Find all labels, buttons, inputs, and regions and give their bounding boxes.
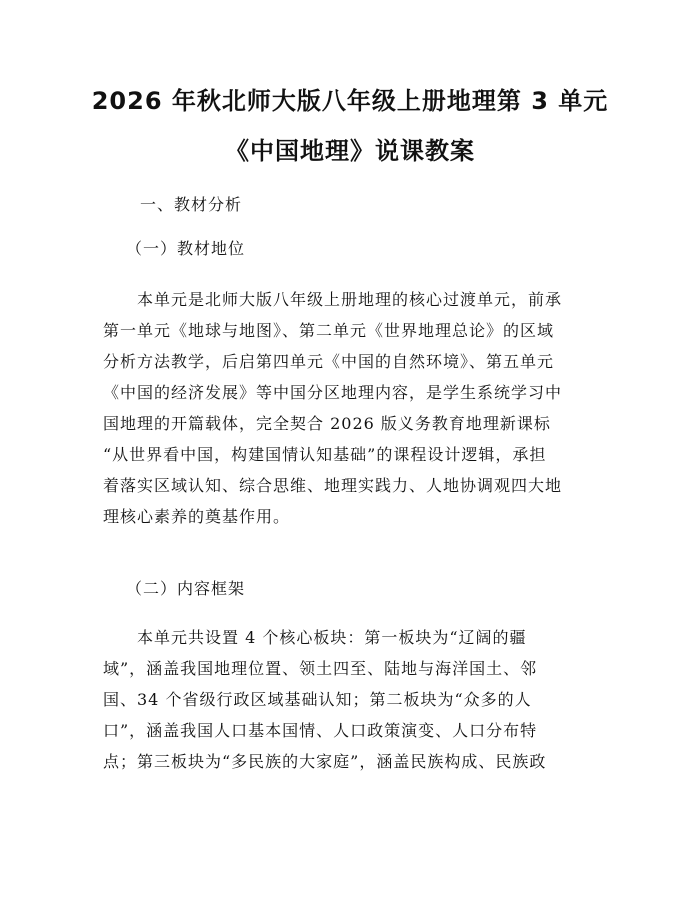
document-title-line-2: 《中国地理》说课教案	[225, 137, 475, 165]
paragraph-line: 点；第三板块为“多民族的大家庭”，涵盖民族构成、民族政	[103, 752, 547, 771]
paragraph-line: 《中国的经济发展》等中国分区地理内容，是学生系统学习中	[103, 383, 563, 402]
paragraph-content-framework	[103, 622, 603, 777]
paragraph-line: 口”，涵盖我国人口基本国情、人口政策演变、人口分布特	[103, 721, 538, 740]
subsection-heading-content-framework: （二）内容框架	[126, 579, 246, 598]
subsection-heading-textbook-position: （一）教材地位	[126, 239, 246, 258]
document-title-line-1: 2026 年秋北师大版八年级上册地理第 3 单元	[91, 87, 609, 115]
paragraph-line: 本单元共设置 4 个核心板块：第一板块为“辽阔的疆	[137, 628, 527, 647]
paragraph-line: 分析方法教学，后启第四单元《中国的自然环境》、第五单元	[103, 352, 555, 371]
paragraph-line: 国、34 个省级行政区域基础认知；第二板块为“众多的人	[103, 690, 532, 709]
section-heading-textbook-analysis: 一、教材分析	[140, 195, 243, 214]
paragraph-line: 理核心素养的奠基作用。	[103, 507, 291, 526]
paragraph-line: 第一单元《地球与地图》、第二单元《世界地理总论》的区域	[103, 321, 555, 340]
paragraph-textbook-position	[103, 284, 603, 532]
paragraph-line: 域”，涵盖我国地理位置、领土四至、陆地与海洋国土、邻	[103, 659, 538, 678]
paragraph-line: 着落实区域认知、综合思维、地理实践力、人地协调观四大地	[103, 476, 563, 495]
paragraph-line: “从世界看中国，构建国情认知基础”的课程设计逻辑，承担	[103, 445, 547, 464]
paragraph-line: 本单元是北师大版八年级上册地理的核心过渡单元，前承	[137, 290, 563, 309]
paragraph-line: 国地理的开篇载体，完全契合 2026 版义务教育地理新课标	[103, 414, 551, 433]
